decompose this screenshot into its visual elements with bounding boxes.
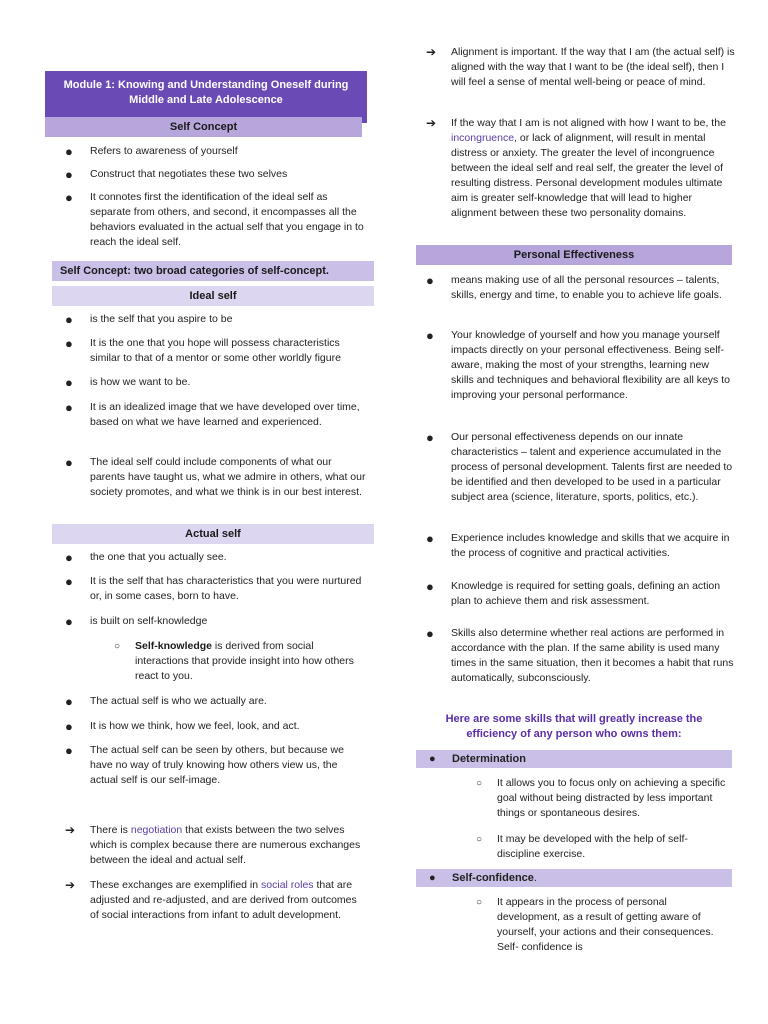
arrow-item-negotiation — [65, 823, 365, 868]
text-segment: These exchanges are exemplified in — [90, 879, 262, 891]
personal-effectiveness-header — [416, 245, 732, 265]
list-item-text: Skills also determine whether real actions are performed in accordance with the plan. If the same ability is used many times in the same situation, then it becomes a habit that runs automatically, subconsciously. — [451, 627, 734, 684]
bullet-icon: ● — [65, 719, 73, 734]
arrow-item-text — [90, 878, 365, 923]
arrow-item-social-roles — [65, 878, 365, 923]
incongruence-term: incongruence — [451, 132, 515, 144]
actual-self-header — [52, 524, 374, 544]
bullet-icon: ● — [65, 336, 73, 351]
self-concept-header — [45, 117, 362, 137]
ideal-self-header-label: Ideal self — [189, 290, 237, 302]
circle-bullet-icon: ○ — [476, 834, 483, 845]
skill-self-confidence-suffix: . — [533, 872, 537, 884]
list-item — [426, 626, 734, 686]
bullet-icon: ● — [65, 743, 73, 758]
list-item — [65, 190, 365, 250]
actual-self-list — [65, 550, 367, 638]
bullet-icon: ● — [426, 430, 434, 445]
arrow-icon: ➔ — [65, 878, 76, 892]
sub-list-item-text: It appears in the process of personal development, as a result of getting aware of yourself, your actions and their consequences. Self- confidence is — [497, 896, 714, 953]
text-segment: that exists between the two selves which is complex because there are numerous exchanges between the ideal and actual self. — [90, 824, 361, 866]
list-item — [65, 400, 367, 455]
list-item — [65, 719, 367, 743]
sub-list-item-text: It may be developed with the help of self-discipline exercise. — [497, 833, 688, 860]
self-knowledge-term: Self-knowledge — [135, 640, 213, 652]
bullet-icon: ● — [65, 614, 73, 629]
list-item-text: Experience includes knowledge and skills that we acquire in the process of cognitive and practical activities. — [451, 532, 730, 559]
list-item — [426, 579, 734, 626]
text-segment: that are adjusted and re-adjusted, and are derived from outcomes of social interactions from infant to adult development. — [90, 879, 357, 921]
bullet-icon: ● — [426, 626, 434, 641]
circle-bullet-icon: ○ — [114, 641, 121, 652]
bullet-icon: ● — [426, 328, 434, 343]
personal-effectiveness-header-label: Personal Effectiveness — [513, 249, 635, 261]
arrow-item-incongruence — [426, 116, 736, 221]
ideal-self-list — [65, 312, 367, 500]
sub-list-item — [476, 776, 726, 821]
list-item-text: It is the one that you hope will possess characteristics similar to that of a mentor or some other worldly figure — [90, 337, 341, 364]
list-item — [65, 694, 367, 719]
arrow-icon: ➔ — [65, 823, 76, 837]
list-item-text: The ideal self could include components of what our parents have taught us, what we admire in others, what our society promotes, and what we think is in our best interest. — [90, 456, 366, 498]
negotiation-term: negotiation — [130, 824, 183, 836]
list-item-text: The actual self is who we actually are. — [90, 695, 267, 707]
skill-determination-bar — [416, 750, 732, 768]
list-item-text: means making use of all the personal resources – talents, skills, energy and time, to enable you to achieve life goals. — [451, 274, 722, 301]
sub-list-item — [476, 895, 726, 955]
list-item-text: It is how we think, how we feel, look, and act. — [90, 720, 300, 732]
list-item-text: Construct that negotiates these two selves — [90, 168, 288, 180]
list-item-text: is the self that you aspire to be — [90, 313, 233, 325]
list-item — [65, 144, 365, 167]
list-item — [65, 312, 367, 336]
bullet-icon: ● — [426, 531, 434, 546]
bullet-icon: ● — [65, 400, 73, 415]
bullet-icon: ● — [65, 190, 73, 205]
list-item — [65, 614, 367, 638]
list-item-text: Knowledge is required for setting goals, defining an action plan to achieve them and risk assessment. — [451, 580, 721, 607]
bullet-icon: ● — [65, 550, 73, 565]
skills-intro: Here are some skills that will greatly increase the efficiency of any person who owns them: — [445, 713, 703, 740]
personal-effectiveness-list — [426, 273, 734, 686]
social-roles-term: social roles — [261, 879, 314, 891]
list-item — [426, 531, 734, 579]
sub-list-item — [476, 832, 726, 862]
skill-self-confidence-bar — [416, 869, 732, 887]
list-item — [65, 167, 365, 190]
bullet-icon: ● — [429, 872, 436, 884]
list-item-text: The actual self can be seen by others, but because we have no way of truly knowing how others view us, the actual self is our self-image. — [90, 744, 344, 786]
actual-self-header-label: Actual self — [185, 528, 241, 540]
text-segment: If the way that I am is not aligned with how I want to be, the — [451, 117, 726, 129]
sub-list-item-text — [135, 639, 364, 684]
skill-determination-label: Determination — [452, 753, 526, 765]
list-item — [426, 273, 734, 328]
list-item — [65, 574, 367, 614]
text-segment: , or lack of alignment, will result in mental distress or anxiety. The greater the level of incongruence between the ideal self and real self, the greater the level of resulting distress. Personal development modules ultimate aim is greater self-knowledge that will lead to higher alignment between these two personality domains. — [451, 132, 724, 219]
bullet-icon: ● — [426, 273, 434, 288]
module-title: Module 1: Knowing and Understanding Oneself during Middle and Late Adolescence — [63, 79, 349, 106]
list-item-text: Your knowledge of yourself and how you manage yourself impacts directly on your personal effectiveness. Being self-aware, making the most of your strengths, learning new skills and techniques and behavioral flexibility are all keys to improving your personal performance. — [451, 329, 730, 401]
list-item-text: is how we want to be. — [90, 376, 191, 388]
bullet-icon: ● — [65, 167, 73, 182]
bullet-icon: ● — [65, 312, 73, 327]
list-item — [426, 430, 734, 531]
sub-list-item-text: It allows you to focus only on achieving a specific goal without being distracted by less important things or spontaneous desires. — [497, 777, 726, 819]
categories-header — [52, 261, 374, 281]
ideal-self-header — [52, 286, 374, 306]
list-item — [65, 455, 367, 500]
skill-self-confidence-label: Self-confidence — [452, 872, 534, 884]
list-item — [65, 336, 367, 375]
arrow-icon: ➔ — [426, 45, 437, 59]
arrow-item-alignment — [426, 45, 736, 90]
list-item — [65, 550, 367, 574]
bullet-icon: ● — [65, 144, 73, 159]
categories-header-label: Self Concept: two broad categories of self-concept. — [60, 265, 329, 277]
sub-list-item — [114, 639, 364, 684]
arrow-item-text: Alignment is important. If the way that I am (the actual self) is aligned with the way that I want to be (the ideal self), then I will feel a sense of mental well-being or peace of mind. — [451, 46, 735, 88]
circle-bullet-icon: ○ — [476, 897, 483, 908]
list-item — [65, 743, 367, 788]
self-concept-list — [65, 144, 365, 250]
arrow-icon: ➔ — [426, 116, 437, 130]
actual-self-list-continued — [65, 694, 367, 788]
list-item-text: Our personal effectiveness depends on our innate characteristics – talent and experience accumulated in the process of personal development. Talents first are needed to be identified and then developed to be used in a particular subject area (science, literature, sports, politics, etc.). — [451, 431, 733, 503]
bullet-icon: ● — [65, 375, 73, 390]
bullet-icon: ● — [65, 694, 73, 709]
bullet-icon: ● — [429, 753, 436, 765]
list-item-text: It connotes first the identification of the ideal self as separate from others, and second, it encompasses all the behaviors evaluated in the actual self that you engage in to reach the ideal self. — [90, 191, 364, 248]
self-knowledge-definition: is derived from social interactions that provide insight into how others react to you. — [135, 640, 354, 682]
list-item — [65, 375, 367, 400]
module-title-banner — [45, 71, 367, 123]
list-item-text: Refers to awareness of yourself — [90, 145, 238, 157]
bullet-icon: ● — [65, 574, 73, 589]
bullet-icon: ● — [65, 455, 73, 470]
arrow-item-text — [451, 116, 736, 221]
circle-bullet-icon: ○ — [476, 778, 483, 789]
list-item-text: the one that you actually see. — [90, 551, 227, 563]
list-item-text: It is the self that has characteristics that you were nurtured or, in some cases, born to have. — [90, 575, 362, 602]
list-item-text: is built on self-knowledge — [90, 615, 208, 627]
list-item — [426, 328, 734, 430]
list-item-text: It is an idealized image that we have developed over time, based on what we have learned and experienced. — [90, 401, 360, 428]
bullet-icon: ● — [426, 579, 434, 594]
self-concept-header-label: Self Concept — [169, 121, 238, 133]
arrow-item-text — [90, 823, 365, 868]
text-segment: There is — [90, 824, 131, 836]
